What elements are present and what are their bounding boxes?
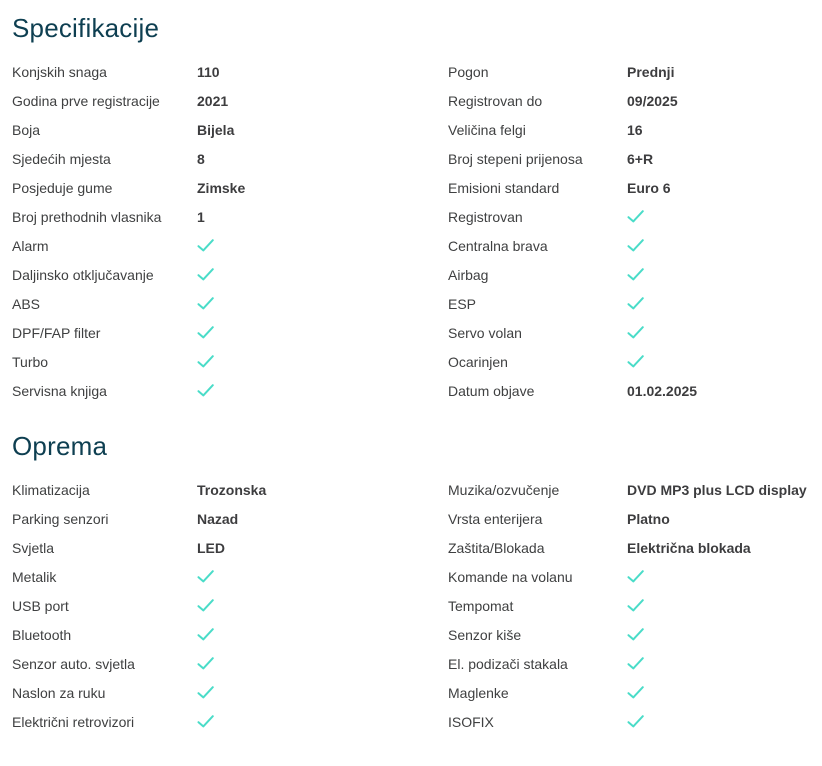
row-label: Airbag [448, 266, 489, 283]
row-value: 09/2025 [627, 92, 678, 109]
spec-row [448, 562, 822, 591]
spec-row [12, 504, 448, 533]
row-label: Naslon za ruku [12, 684, 106, 701]
check-icon [627, 686, 822, 699]
row-label: Svjetla [12, 539, 55, 556]
equipment-grid [12, 475, 822, 736]
spec-row [12, 260, 448, 289]
spec-row [448, 533, 822, 562]
row-label: Registrovan do [448, 92, 543, 109]
row-label: Broj stepeni prijenosa [448, 150, 583, 167]
section-specifications [12, 14, 822, 405]
check-icon [197, 384, 448, 397]
row-value: Električna blokada [627, 539, 751, 556]
check-icon [627, 355, 822, 368]
row-label: Posjeduje gume [12, 179, 113, 196]
row-value: Trozonska [197, 481, 267, 498]
check-icon [197, 355, 448, 368]
spec-row [448, 57, 822, 86]
spec-row [12, 678, 448, 707]
row-label: Senzor kiše [448, 626, 522, 643]
row-label: Parking senzori [12, 510, 109, 527]
row-label: Datum objave [448, 382, 535, 399]
row-value: 16 [627, 121, 643, 138]
row-label: Klimatizacija [12, 481, 90, 498]
spec-row [448, 173, 822, 202]
spec-row [448, 620, 822, 649]
row-value: Euro 6 [627, 179, 671, 196]
check-icon [627, 239, 822, 252]
check-icon [627, 268, 822, 281]
spec-row [448, 649, 822, 678]
check-icon [627, 326, 822, 339]
spec-row [12, 562, 448, 591]
spec-row [12, 475, 448, 504]
spec-row [12, 591, 448, 620]
equipment-column-right [448, 475, 822, 736]
row-label: Sjedećih mjesta [12, 150, 111, 167]
check-icon [197, 599, 448, 612]
check-icon [627, 657, 822, 670]
row-label: Boja [12, 121, 41, 138]
row-value: 01.02.2025 [627, 382, 698, 399]
row-label: Metalik [12, 568, 57, 585]
row-label: Broj prethodnih vlasnika [12, 208, 162, 225]
check-icon [197, 268, 448, 281]
row-value: LED [197, 539, 225, 556]
row-label: USB port [12, 597, 69, 614]
row-label: Maglenke [448, 684, 509, 701]
spec-row [12, 57, 448, 86]
equipment-column-left [12, 475, 448, 736]
spec-row [448, 289, 822, 318]
specifications-column-left [12, 57, 448, 405]
row-label: Alarm [12, 237, 49, 254]
row-value: 8 [197, 150, 205, 167]
spec-row [12, 115, 448, 144]
row-label: Veličina felgi [448, 121, 526, 138]
section-equipment [12, 432, 822, 736]
row-label: Servo volan [448, 324, 522, 341]
spec-row [12, 202, 448, 231]
spec-row [12, 144, 448, 173]
spec-row [12, 347, 448, 376]
row-label: Zaštita/Blokada [448, 539, 545, 556]
spec-row [12, 649, 448, 678]
row-label: Turbo [12, 353, 49, 370]
row-value: 2021 [197, 92, 229, 109]
spec-row [12, 707, 448, 736]
row-label: Servisna knjiga [12, 382, 107, 399]
check-icon [627, 599, 822, 612]
spec-row [12, 86, 448, 115]
spec-row [448, 318, 822, 347]
check-icon [197, 628, 448, 641]
row-label: ISOFIX [448, 713, 494, 730]
check-icon [627, 570, 822, 583]
spec-row [448, 591, 822, 620]
row-label: Komande na volanu [448, 568, 573, 585]
spec-row [12, 533, 448, 562]
spec-row [448, 231, 822, 260]
specifications-grid [12, 57, 822, 405]
spec-row [448, 707, 822, 736]
row-value: Zimske [197, 179, 246, 196]
spec-row [448, 475, 822, 504]
check-icon [627, 210, 822, 223]
row-label: Daljinsko otključavanje [12, 266, 154, 283]
row-label: El. podizači stakala [448, 655, 568, 672]
row-label: ABS [12, 295, 41, 312]
row-value: DVD MP3 plus LCD display [627, 481, 807, 498]
spec-row [12, 318, 448, 347]
section-title-equipment: Oprema [12, 431, 108, 461]
check-icon [197, 239, 448, 252]
row-value: 1 [197, 208, 205, 225]
row-label: Tempomat [448, 597, 514, 614]
row-label: Pogon [448, 63, 489, 80]
check-icon [197, 570, 448, 583]
row-label: Centralna brava [448, 237, 548, 254]
row-label: Registrovan [448, 208, 523, 225]
spec-row [12, 173, 448, 202]
spec-row [448, 260, 822, 289]
row-value: 6+R [627, 150, 654, 167]
row-label: Emisioni standard [448, 179, 560, 196]
row-label: Bluetooth [12, 626, 72, 643]
spec-row [12, 376, 448, 405]
spec-row [12, 231, 448, 260]
row-value: Nazad [197, 510, 239, 527]
row-value: 110 [197, 63, 220, 80]
row-label: ESP [448, 295, 477, 312]
row-label: Vrsta enterijera [448, 510, 543, 527]
spec-row [448, 347, 822, 376]
spec-row [448, 678, 822, 707]
spec-row [448, 144, 822, 173]
section-title-specifications: Specifikacije [12, 13, 160, 43]
spec-row [448, 115, 822, 144]
check-icon [627, 715, 822, 728]
row-value: Bijela [197, 121, 235, 138]
row-value: Prednji [627, 63, 675, 80]
row-label: Konjskih snaga [12, 63, 107, 80]
check-icon [197, 715, 448, 728]
row-label: Ocarinjen [448, 353, 508, 370]
spec-row [448, 86, 822, 115]
row-label: Muzika/ozvučenje [448, 481, 560, 498]
check-icon [197, 657, 448, 670]
row-value: Platno [627, 510, 670, 527]
spec-row [12, 289, 448, 318]
spec-row [448, 504, 822, 533]
row-label: Električni retrovizori [12, 713, 135, 730]
spec-row [448, 202, 822, 231]
spec-row [448, 376, 822, 405]
check-icon [197, 297, 448, 310]
row-label: Godina prve registracije [12, 92, 160, 109]
check-icon [197, 326, 448, 339]
spec-row [12, 620, 448, 649]
check-icon [627, 628, 822, 641]
check-icon [197, 686, 448, 699]
check-icon [627, 297, 822, 310]
row-label: Senzor auto. svjetla [12, 655, 135, 672]
specifications-column-right [448, 57, 822, 405]
row-label: DPF/FAP filter [12, 324, 101, 341]
